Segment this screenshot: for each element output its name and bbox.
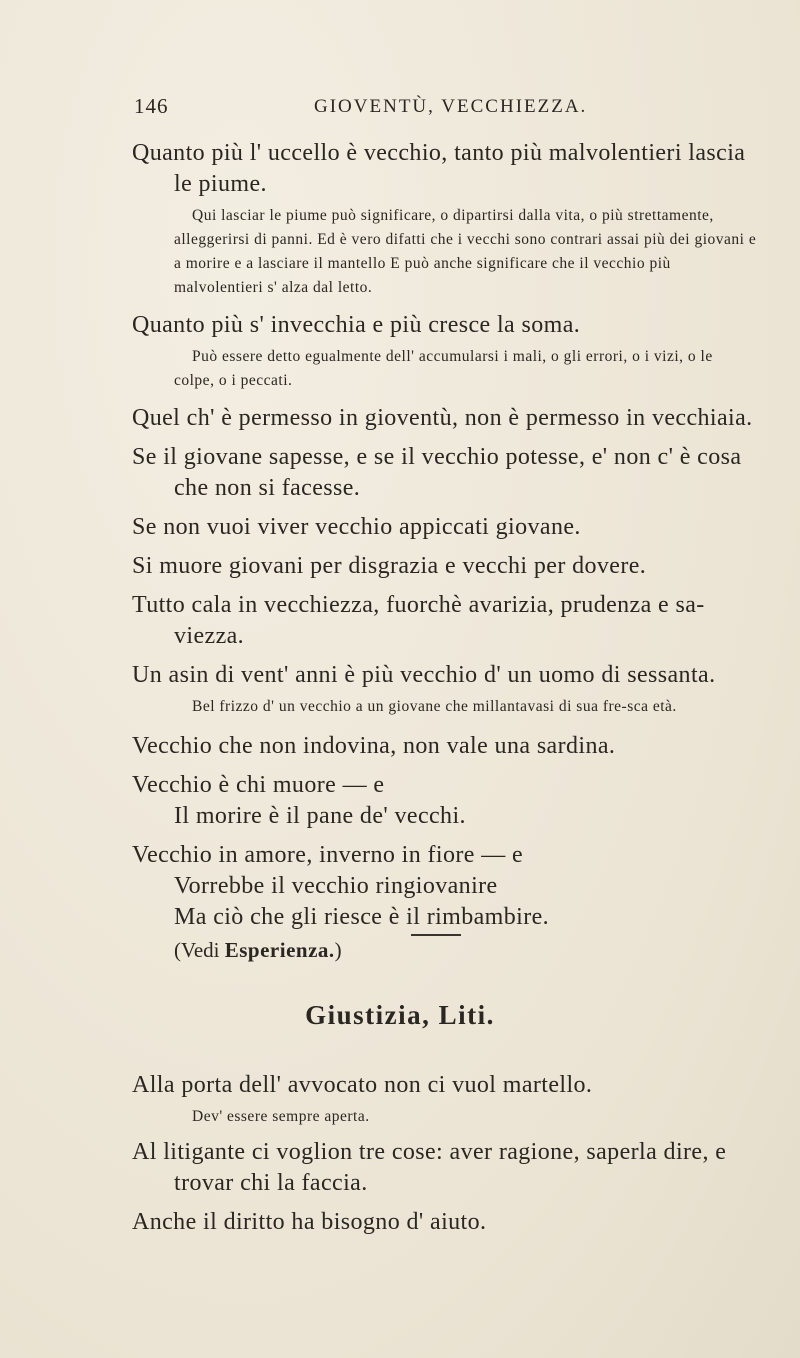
section-title: Giustizia, Liti. [305, 1000, 495, 1030]
running-title: GIOVENTÙ, VECCHIEZZA. [314, 96, 588, 117]
verse-line: Vecchio è chi muore — e [132, 772, 385, 798]
verse-line: Ma ciò che gli riesce è il rimbambire. [174, 904, 550, 930]
page-number: 146 [134, 94, 169, 118]
proverb: Se il giovane sapesse, e se il vecchio potesse, e' non c' è cosa che non si facesse. [132, 444, 742, 501]
proverb: Quanto più s' invecchia e più cresce la soma. [132, 312, 581, 338]
proverb: Alla porta dell' avvocato non ci vuol martello. [132, 1072, 593, 1098]
proverb: Un asin di vent' anni è più vecchio d' un uomo di sessanta. [132, 662, 716, 688]
proverb: Vecchio che non indovina, non vale una sardina. [132, 733, 616, 759]
proverb: Si muore giovani per disgrazia e vecchi per dovere. [132, 553, 647, 579]
cross-reference [132, 935, 757, 965]
proverb-note: Può essere detto egualmente dell' accumularsi i mali, o gli errori, o i vizi, o le colpe, o i peccati. [174, 348, 713, 389]
verse-group [132, 840, 757, 933]
proverb: Quel ch' è permesso in gioventù, non è permesso in vecchiaia. [132, 405, 753, 431]
proverbs-section-giustizia [132, 1070, 762, 1240]
cross-reference-suffix: ) [334, 938, 342, 962]
page-header [134, 94, 754, 124]
proverb-note: Bel frizzo d' un vecchio a un giovane che millantavasi di sua fre-sca età. [192, 698, 677, 715]
verse-line: Il morire è il pane de' vecchi. [174, 803, 466, 829]
cross-reference-target: Esperienza. [224, 938, 335, 962]
section-divider [411, 934, 461, 936]
proverb-note: Qui lasciar le piume può significare, o dipartirsi dalla vita, o più strettamente, alleggerirsi di panni. Ed è vero difatti che i vecchi sono contrari assai più dei giovani e a morire e a lasciare il mantello E può anche significare che il vecchio più malvolentieri s' alza dal letto. [174, 207, 757, 296]
verse-group [132, 770, 757, 832]
proverb: Tutto cala in vecchiezza, fuorchè avarizia, prudenza e sa-viezza. [132, 592, 705, 649]
proverb: Anche il diritto ha bisogno d' aiuto. [132, 1209, 487, 1235]
proverb: Al litigante ci voglion tre cose: aver ragione, saperla dire, e trovar chi la faccia. [132, 1139, 727, 1196]
proverb: Se non vuoi viver vecchio appiccati giovane. [132, 514, 581, 540]
proverb-note: Dev' essere sempre aperta. [192, 1108, 370, 1125]
verse-line: Vorrebbe il vecchio ringiovanire [174, 873, 498, 899]
verse-line: Vecchio in amore, inverno in fiore — e [132, 842, 524, 868]
cross-reference-prefix: (Vedi [174, 938, 220, 962]
proverb: Quanto più l' uccello è vecchio, tanto più malvolentieri lascia le piume. [132, 140, 746, 197]
proverbs-section-gioventu [132, 138, 757, 965]
